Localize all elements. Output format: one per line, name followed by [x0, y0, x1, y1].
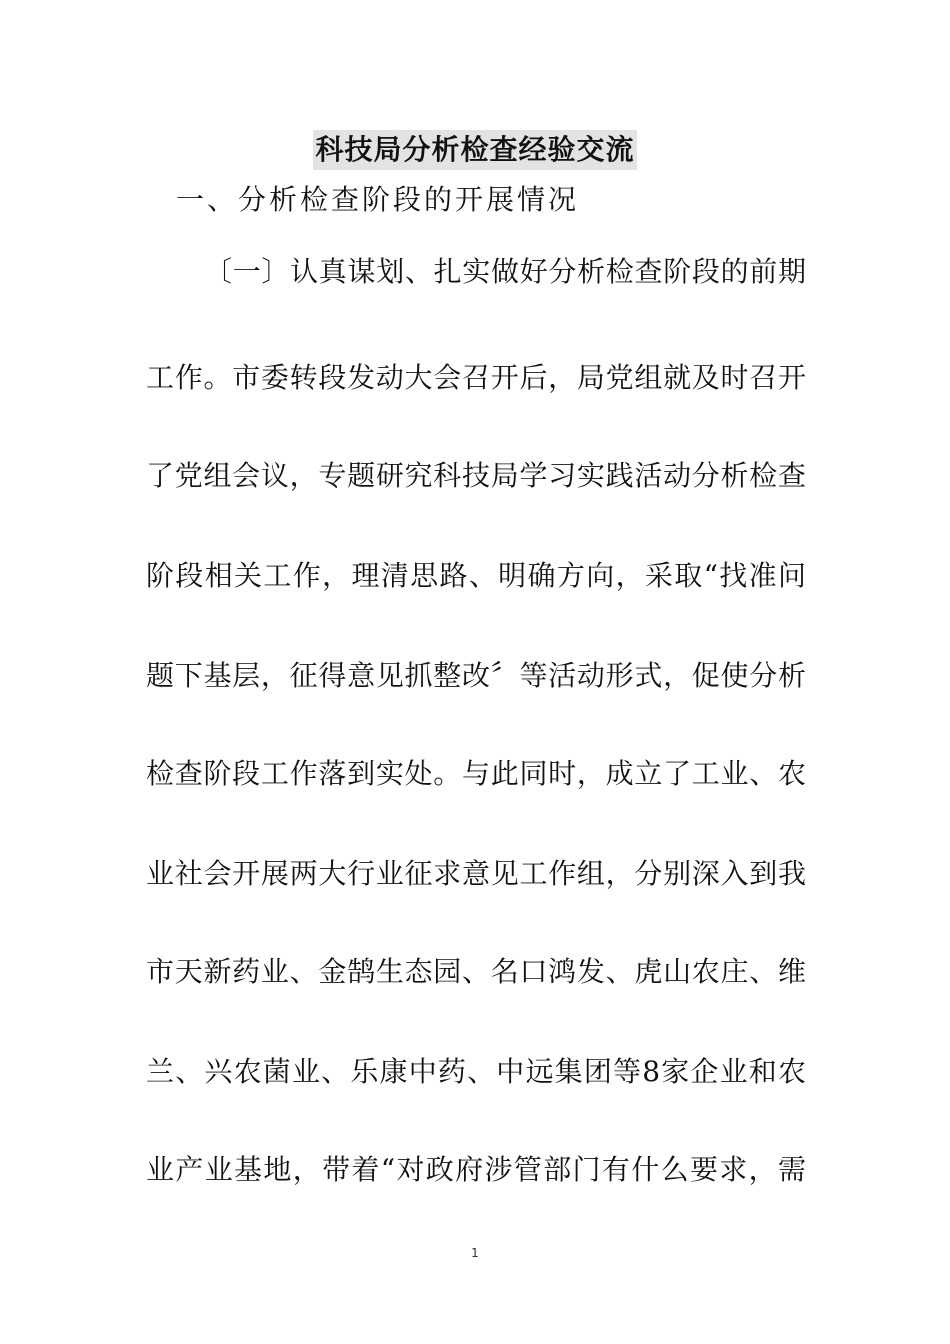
paragraph-line: 〔一〕认真谋划、扎实做好分析检查阶段的前期: [204, 255, 806, 288]
paragraph-line: 了党组会议，专题研究科技局学习实践活动分析检查: [146, 459, 806, 492]
document-title: 科技局分析检查经验交流: [313, 130, 636, 170]
paragraph-line: 业产业基地，带着“对政府涉管部门有什么要求，需: [146, 1153, 806, 1186]
paragraph-line: 题下基层，征得意见抓整改〞等活动形式，促使分析: [146, 659, 806, 692]
paragraph-line: 工作。市委转段发动大会召开后，局党组就及时召开: [146, 361, 806, 394]
paragraph-line: 阶段相关工作，理清思路、明确方向，采取“找准问: [146, 559, 806, 592]
page-number: 1: [471, 1246, 479, 1260]
title-wrap: [0, 130, 950, 170]
paragraph-line: 兰、兴农菌业、乐康中药、中远集团等8家企业和农: [146, 1055, 806, 1088]
paragraph-line: 业社会开展两大行业征求意见工作组，分别深入到我: [146, 857, 806, 890]
section-heading: 一、分析检查阶段的开展情况: [176, 183, 580, 216]
paragraph-line: 市天新药业、金鹄生态园、名口鸿发、虎山农庄、维: [146, 955, 806, 988]
paragraph-line: 检查阶段工作落到实处。与此同时，成立了工业、农: [146, 757, 806, 790]
